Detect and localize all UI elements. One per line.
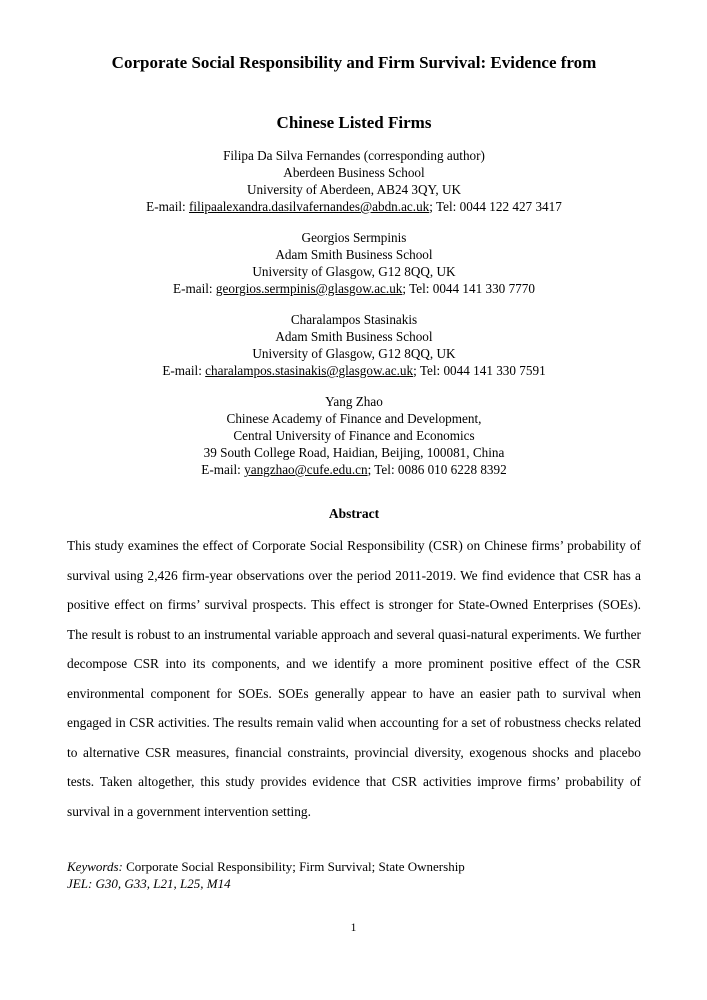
- tel-text: ; Tel: 0086 010 6228 8392: [367, 462, 507, 477]
- affiliation-line: 39 South College Road, Haidian, Beijing, 100081, China: [203, 445, 505, 460]
- affiliation-line: University of Glasgow, G12 8QQ, UK: [252, 264, 456, 279]
- affiliation-line: Aberdeen Business School: [283, 165, 425, 180]
- email-label: E-mail:: [162, 363, 206, 378]
- affiliation-line: Adam Smith Business School: [275, 329, 433, 344]
- abstract-heading: Abstract: [328, 506, 380, 521]
- author-name: Charalampos Stasinakis: [290, 312, 418, 327]
- email-link[interactable]: charalampos.stasinakis@glasgow.ac.uk: [205, 363, 414, 378]
- author-name: Georgios Sermpinis: [301, 230, 407, 245]
- jel-line: JEL: G30, G33, L21, L25, M14: [67, 876, 231, 891]
- keywords-label: Keywords:: [67, 859, 123, 874]
- affiliation-line: Chinese Academy of Finance and Development,: [226, 411, 482, 426]
- title-line-2: Chinese Listed Firms: [276, 113, 432, 132]
- keywords-text: Corporate Social Responsibility; Firm Survival; State Ownership: [122, 859, 465, 874]
- email-label: E-mail:: [146, 199, 190, 214]
- author-name: Filipa Da Silva Fernandes (corresponding author): [223, 148, 485, 163]
- abstract-body: This study examines the effect of Corporate Social Responsibility (CSR) on Chinese firms’ probability of survival using 2,426 firm-year observations over the period 2011-2019. We find evidence that CSR has a positive effect on firms’ survival prospects. This effect is stronger for State-Owned Enterprises (SOEs). The result is robust to an instrumental variable approach and several quasi-natural experiments. We further decompose CSR into its components, and we identify a more prominent positive effect of the CSR environmental component for SOEs. SOEs generally appear to have an easier path to survival when engaged in CSR activities. The results remain valid when accounting for a set of robustness checks related to alternative CSR measures, financial constraints, provincial diversity, exogenous shocks and placebo tests. Taken altogether, this study provides evidence that CSR activities improve firms’ probability of survival in a government intervention setting.: [67, 538, 641, 819]
- page-number: 1: [350, 922, 357, 934]
- email-label: E-mail:: [201, 462, 245, 477]
- contact-line: [67, 198, 641, 215]
- tel-text: ; Tel: 0044 141 330 7591: [413, 363, 546, 378]
- contact-line: [67, 280, 641, 297]
- keywords-block: [67, 858, 641, 892]
- email-link[interactable]: yangzhao@cufe.edu.cn: [244, 462, 368, 477]
- tel-text: ; Tel: 0044 122 427 3417: [429, 199, 562, 214]
- author-block-3: [67, 311, 641, 379]
- email-label: E-mail:: [173, 281, 216, 296]
- contact-line: [67, 461, 641, 478]
- affiliation-line: University of Aberdeen, AB24 3QY, UK: [246, 182, 462, 197]
- author-block-4: [67, 393, 641, 478]
- contact-line: [67, 362, 641, 379]
- affiliation-line: Central University of Finance and Economics: [233, 428, 475, 443]
- email-link[interactable]: georgios.sermpinis@glasgow.ac.uk: [215, 281, 403, 296]
- page-title: [67, 52, 641, 134]
- tel-text: ; Tel: 0044 141 330 7770: [402, 281, 535, 296]
- affiliation-line: University of Glasgow, G12 8QQ, UK: [252, 346, 456, 361]
- title-line-1: Corporate Social Responsibility and Firm Survival: Evidence from: [111, 53, 597, 72]
- email-link[interactable]: filipaalexandra.dasilvafernandes@abdn.ac.uk: [189, 199, 430, 214]
- author-block-1: [67, 147, 641, 215]
- keywords-line: [67, 858, 641, 875]
- affiliation-line: Adam Smith Business School: [275, 247, 433, 262]
- author-block-2: [67, 229, 641, 297]
- author-name: Yang Zhao: [325, 394, 383, 409]
